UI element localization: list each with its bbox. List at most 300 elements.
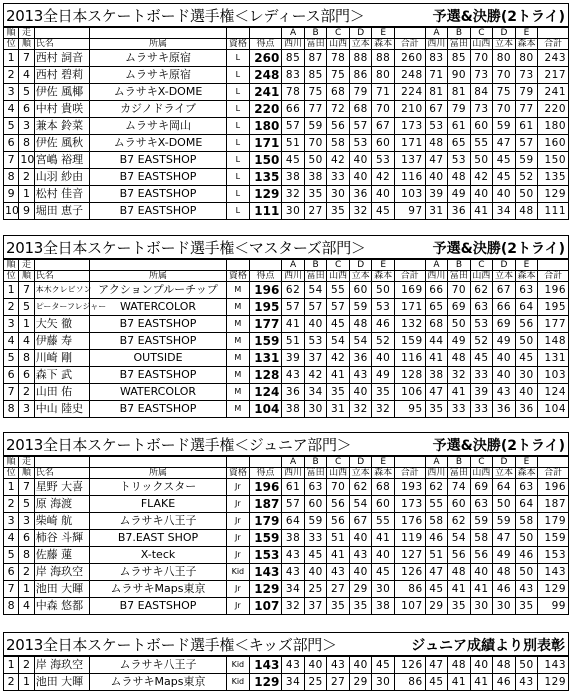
name-header: 氏名 <box>34 271 89 282</box>
heat-header: 順 <box>19 468 34 479</box>
trial1-total-cell: 103 <box>394 186 425 203</box>
total-header: 合計 <box>394 468 425 479</box>
trial2-score-cell: 48 <box>493 657 516 674</box>
trial1-score-cell: 49 <box>372 367 395 384</box>
section-title: 2013全日本スケートボード選手権＜マスターズ部門＞ <box>6 239 366 257</box>
points-header: 得点 <box>249 271 282 282</box>
heat-cell: 7 <box>19 50 34 67</box>
trial1-score-cell: 27 <box>327 581 350 598</box>
team-cell: ムラサキX-DOME <box>89 135 226 152</box>
trial1-score-cell: 40 <box>349 384 372 401</box>
section-title: 2013全日本スケートボード選手権＜レディース部門＞ <box>6 7 365 25</box>
trial1-score-cell: 38 <box>304 169 327 186</box>
trial2-score-cell: 73 <box>470 101 493 118</box>
judge-name: 西川 <box>425 271 448 282</box>
class-header: 資格 <box>227 271 250 282</box>
section-title: 2013全日本スケートボード選手権＜ジュニア部門＞ <box>6 436 352 454</box>
results-table <box>3 656 569 691</box>
team-cell: FLAKE <box>89 496 226 513</box>
points-cell: 150 <box>249 152 282 169</box>
trial2-score-cell: 36 <box>493 401 516 418</box>
trial2-score-cell: 40 <box>493 350 516 367</box>
trial1-score-cell: 70 <box>327 479 350 496</box>
name-cell: 松村 佳音 <box>34 186 89 203</box>
trial2-score-cell: 68 <box>425 316 448 333</box>
trial1-score-cell: 34 <box>304 384 327 401</box>
heat-cell: 3 <box>19 118 34 135</box>
trial2-score-cell: 47 <box>425 152 448 169</box>
team-cell: X-teck <box>89 547 226 564</box>
rank-header: 位 <box>4 271 19 282</box>
class-cell: M <box>227 282 250 299</box>
heat-cell: 2 <box>19 384 34 401</box>
trial1-score-cell: 32 <box>372 401 395 418</box>
judge-letter: C <box>327 457 350 468</box>
trial2-total-cell: 160 <box>538 135 569 152</box>
trial1-score-cell: 45 <box>282 152 305 169</box>
team-cell: ムラサキ原宿 <box>89 67 226 84</box>
class-cell: L <box>227 186 250 203</box>
trial2-score-cell: 34 <box>493 203 516 220</box>
trial2-score-cell: 36 <box>515 401 538 418</box>
trial1-score-cell: 32 <box>282 186 305 203</box>
points-cell: 131 <box>249 350 282 367</box>
trial1-score-cell: 35 <box>372 384 395 401</box>
trial2-score-cell: 41 <box>470 203 493 220</box>
judge-name: 立本 <box>349 271 372 282</box>
trial1-score-cell: 53 <box>372 299 395 316</box>
judge-letter: D <box>493 28 516 39</box>
trial2-score-cell: 70 <box>448 282 471 299</box>
judge-name: 西川 <box>282 39 305 50</box>
trial2-score-cell: 69 <box>493 316 516 333</box>
judge-letter: B <box>304 260 327 271</box>
name-cell: 兼本 鈴菜 <box>34 118 89 135</box>
trial2-score-cell: 81 <box>448 84 471 101</box>
section-ladies <box>3 3 569 220</box>
trial1-score-cell: 30 <box>327 186 350 203</box>
name-header-blank <box>34 457 89 468</box>
trial2-score-cell: 47 <box>425 384 448 401</box>
trial2-score-cell: 73 <box>470 67 493 84</box>
table-row <box>4 479 569 496</box>
points-cell: 187 <box>249 496 282 513</box>
trial1-score-cell: 57 <box>282 299 305 316</box>
heat-header: 走 <box>19 260 34 271</box>
rank-cell: 5 <box>4 350 19 367</box>
trial1-total-cell: 159 <box>394 333 425 350</box>
judge-letter: A <box>425 457 448 468</box>
trial2-score-cell: 48 <box>448 657 471 674</box>
total-header: 合計 <box>538 39 569 50</box>
trial2-total-cell: 180 <box>538 118 569 135</box>
name-cell: 伊佐 風秋 <box>34 135 89 152</box>
trial2-score-cell: 39 <box>470 384 493 401</box>
trial2-total-cell: 99 <box>538 598 569 615</box>
trial1-score-cell: 56 <box>327 118 350 135</box>
name-cell: 原 海渡 <box>34 496 89 513</box>
judge-name: 立本 <box>349 39 372 50</box>
trial2-score-cell: 46 <box>515 547 538 564</box>
judge-letter: C <box>470 260 493 271</box>
class-cell: Kid <box>227 674 250 691</box>
trial1-total-cell: 248 <box>394 67 425 84</box>
total-header-blank <box>394 28 425 39</box>
section-junior <box>3 432 569 615</box>
class-cell: M <box>227 316 250 333</box>
trial1-score-cell: 42 <box>327 152 350 169</box>
team-cell: B7 EASTSHOP <box>89 316 226 333</box>
trial2-score-cell: 55 <box>425 496 448 513</box>
trial2-score-cell: 69 <box>470 479 493 496</box>
trial2-score-cell: 47 <box>425 564 448 581</box>
trial2-score-cell: 45 <box>425 581 448 598</box>
trial2-total-cell: 129 <box>538 674 569 691</box>
class-cell: L <box>227 135 250 152</box>
team-header-blank <box>89 457 226 468</box>
trial1-score-cell: 64 <box>282 513 305 530</box>
trial1-total-cell: 116 <box>394 350 425 367</box>
trial1-score-cell: 43 <box>282 547 305 564</box>
trial1-total-cell: 127 <box>394 547 425 564</box>
heat-cell: 8 <box>19 350 34 367</box>
trial1-total-cell: 224 <box>394 84 425 101</box>
table-row <box>4 350 569 367</box>
heat-header: 走 <box>19 28 34 39</box>
trial1-score-cell: 30 <box>304 401 327 418</box>
trial2-score-cell: 85 <box>448 50 471 67</box>
trial1-score-cell: 36 <box>349 186 372 203</box>
trial1-score-cell: 68 <box>327 84 350 101</box>
table-row <box>4 674 569 691</box>
table-row <box>4 299 569 316</box>
class-header-blank <box>227 457 250 468</box>
team-header-blank <box>89 260 226 271</box>
trial1-score-cell: 38 <box>282 169 305 186</box>
trial2-score-cell: 30 <box>470 598 493 615</box>
class-cell: L <box>227 50 250 67</box>
class-cell: M <box>227 350 250 367</box>
trial2-score-cell: 66 <box>425 282 448 299</box>
judge-name: 山西 <box>327 468 350 479</box>
name-cell: 岸 海玖空 <box>34 564 89 581</box>
total-header: 合計 <box>538 271 569 282</box>
judge-name: 西川 <box>282 468 305 479</box>
trial1-score-cell: 29 <box>349 674 372 691</box>
rank-cell: 6 <box>4 367 19 384</box>
trial1-score-cell: 43 <box>349 367 372 384</box>
trial1-score-cell: 45 <box>372 203 395 220</box>
class-cell: M <box>227 299 250 316</box>
heat-cell: 2 <box>19 564 34 581</box>
class-cell: Jr <box>227 496 250 513</box>
trial2-score-cell: 41 <box>470 674 493 691</box>
trial1-total-cell: 126 <box>394 564 425 581</box>
class-cell: Jr <box>227 598 250 615</box>
name-cell: 柴崎 航 <box>34 513 89 530</box>
trial1-score-cell: 79 <box>349 84 372 101</box>
header-row <box>4 457 569 468</box>
name-cell: 中森 悠都 <box>34 598 89 615</box>
rank-cell: 1 <box>4 50 19 67</box>
trial1-score-cell: 51 <box>282 333 305 350</box>
rank-cell: 8 <box>4 598 19 615</box>
trial1-score-cell: 70 <box>304 135 327 152</box>
table-row <box>4 169 569 186</box>
trial1-score-cell: 59 <box>304 513 327 530</box>
team-cell: カジノドライブ <box>89 101 226 118</box>
team-cell: B7 EASTSHOP <box>89 401 226 418</box>
trial1-total-cell: 116 <box>394 169 425 186</box>
judge-letter: C <box>470 28 493 39</box>
class-cell: L <box>227 169 250 186</box>
trial2-score-cell: 30 <box>493 598 516 615</box>
judge-name: 冨田 <box>304 468 327 479</box>
trial1-score-cell: 57 <box>282 118 305 135</box>
trial1-score-cell: 38 <box>282 401 305 418</box>
points-header: 得点 <box>249 39 282 50</box>
section-title-bar <box>3 3 569 27</box>
trial1-score-cell: 45 <box>372 657 395 674</box>
trial2-score-cell: 62 <box>425 479 448 496</box>
judge-name: 立本 <box>493 39 516 50</box>
judge-letter: E <box>515 28 538 39</box>
class-cell: L <box>227 118 250 135</box>
team-cell: ムラサキ八王子 <box>89 564 226 581</box>
heat-cell: 8 <box>19 135 34 152</box>
heat-cell: 2 <box>19 657 34 674</box>
points-cell: 260 <box>249 50 282 67</box>
judge-name: 西川 <box>425 39 448 50</box>
trial2-total-cell: 217 <box>538 67 569 84</box>
trial2-total-cell: 129 <box>538 581 569 598</box>
class-cell: Jr <box>227 530 250 547</box>
heat-cell: 1 <box>19 186 34 203</box>
points-cell: 195 <box>249 299 282 316</box>
class-cell: Kid <box>227 564 250 581</box>
trial2-score-cell: 32 <box>448 367 471 384</box>
class-header: 資格 <box>227 39 250 50</box>
results-table <box>3 456 569 615</box>
trial1-total-cell: 137 <box>394 152 425 169</box>
trial2-total-cell: 220 <box>538 101 569 118</box>
results-table <box>3 259 569 418</box>
judge-letter: C <box>470 457 493 468</box>
trial1-score-cell: 55 <box>327 282 350 299</box>
trial2-score-cell: 63 <box>470 496 493 513</box>
team-cell: B7 EASTSHOP <box>89 152 226 169</box>
judge-name: 森本 <box>515 468 538 479</box>
trial1-score-cell: 40 <box>372 350 395 367</box>
judge-name: 森本 <box>515 271 538 282</box>
team-header: 所属 <box>89 271 226 282</box>
rank-header: 位 <box>4 468 19 479</box>
name-cell: 山田 佑 <box>34 384 89 401</box>
trial2-score-cell: 49 <box>493 333 516 350</box>
trial2-score-cell: 64 <box>515 496 538 513</box>
heat-cell: 10 <box>19 152 34 169</box>
judge-letter: B <box>448 260 471 271</box>
rank-header: 位 <box>4 39 19 50</box>
trial1-score-cell: 40 <box>372 547 395 564</box>
rank-cell: 6 <box>4 564 19 581</box>
trial1-score-cell: 50 <box>372 282 395 299</box>
points-cell: 129 <box>249 581 282 598</box>
trial1-total-cell: 106 <box>394 384 425 401</box>
class-header-blank <box>227 28 250 39</box>
class-cell: M <box>227 384 250 401</box>
class-cell: L <box>227 203 250 220</box>
trial2-score-cell: 47 <box>425 657 448 674</box>
rank-cell: 4 <box>4 530 19 547</box>
trial2-total-cell: 159 <box>538 530 569 547</box>
trial2-total-cell: 187 <box>538 496 569 513</box>
heat-cell: 4 <box>19 67 34 84</box>
trial2-score-cell: 41 <box>470 581 493 598</box>
total-header-blank <box>394 457 425 468</box>
class-cell: Jr <box>227 547 250 564</box>
trial2-score-cell: 29 <box>425 598 448 615</box>
judge-name: 山西 <box>470 468 493 479</box>
judge-letter: A <box>425 28 448 39</box>
table-row <box>4 186 569 203</box>
trial2-score-cell: 69 <box>448 299 471 316</box>
points-cell: 179 <box>249 513 282 530</box>
class-cell: L <box>227 84 250 101</box>
trial2-score-cell: 52 <box>470 333 493 350</box>
judge-name: 西川 <box>425 468 448 479</box>
trial2-total-cell: 135 <box>538 169 569 186</box>
trial1-total-cell: 176 <box>394 513 425 530</box>
trial1-score-cell: 68 <box>372 479 395 496</box>
trial1-score-cell: 45 <box>327 316 350 333</box>
trial2-score-cell: 62 <box>470 282 493 299</box>
heat-cell: 4 <box>19 333 34 350</box>
trial1-total-cell: 126 <box>394 657 425 674</box>
points-cell: 196 <box>249 479 282 496</box>
trial2-score-cell: 38 <box>425 367 448 384</box>
section-title: 2013全日本スケートボード選手権＜キッズ部門＞ <box>6 636 337 654</box>
trial1-score-cell: 27 <box>327 674 350 691</box>
trial1-score-cell: 31 <box>327 401 350 418</box>
trial1-score-cell: 80 <box>372 67 395 84</box>
trial1-score-cell: 33 <box>304 530 327 547</box>
trial1-score-cell: 57 <box>327 299 350 316</box>
trial2-score-cell: 80 <box>493 50 516 67</box>
judge-name: 立本 <box>493 271 516 282</box>
trial2-total-cell: 124 <box>538 384 569 401</box>
trial2-score-cell: 90 <box>448 67 471 84</box>
trial2-score-cell: 43 <box>493 384 516 401</box>
rank-cell: 8 <box>4 401 19 418</box>
points-cell: 128 <box>249 367 282 384</box>
rank-cell: 7 <box>4 152 19 169</box>
points-cell: 124 <box>249 384 282 401</box>
total-header-blank <box>538 260 569 271</box>
trial2-score-cell: 61 <box>515 118 538 135</box>
total-header-blank <box>538 28 569 39</box>
team-cell: B7 EASTSHOP <box>89 169 226 186</box>
points-cell: 196 <box>249 282 282 299</box>
judge-name: 山西 <box>327 271 350 282</box>
trial1-total-cell: 210 <box>394 101 425 118</box>
team-header-blank <box>89 28 226 39</box>
trial2-score-cell: 35 <box>515 598 538 615</box>
trial2-score-cell: 59 <box>493 513 516 530</box>
class-cell: Kid <box>227 657 250 674</box>
rank-cell: 3 <box>4 84 19 101</box>
name-cell: 森下 武 <box>34 367 89 384</box>
trial1-score-cell: 41 <box>372 530 395 547</box>
trial1-score-cell: 75 <box>304 84 327 101</box>
team-cell: B7 EASTSHOP <box>89 367 226 384</box>
points-cell: 241 <box>249 84 282 101</box>
trial2-total-cell: 111 <box>538 203 569 220</box>
trial2-score-cell: 40 <box>470 564 493 581</box>
trial1-score-cell: 67 <box>372 118 395 135</box>
trial1-score-cell: 50 <box>304 152 327 169</box>
table-row <box>4 564 569 581</box>
trial2-score-cell: 48 <box>425 135 448 152</box>
judge-letter: B <box>448 457 471 468</box>
trial2-score-cell: 44 <box>425 333 448 350</box>
trial1-score-cell: 36 <box>349 350 372 367</box>
trial1-score-cell: 40 <box>349 152 372 169</box>
trial1-score-cell: 67 <box>349 513 372 530</box>
trial2-score-cell: 56 <box>448 547 471 564</box>
section-subtitle: 予選&決勝(2トライ) <box>432 241 565 257</box>
section-subtitle: ジュニア成績より別表彰 <box>411 638 565 654</box>
rank-header: 順 <box>4 260 19 271</box>
trial2-score-cell: 79 <box>515 84 538 101</box>
judge-letter: A <box>282 28 305 39</box>
trial1-score-cell: 58 <box>327 135 350 152</box>
trial2-score-cell: 48 <box>493 564 516 581</box>
name-cell: 川崎 剛 <box>34 350 89 367</box>
trial2-total-cell: 177 <box>538 316 569 333</box>
trial1-total-cell: 171 <box>394 135 425 152</box>
table-row <box>4 496 569 513</box>
table-row <box>4 513 569 530</box>
table-row <box>4 203 569 220</box>
trial1-score-cell: 32 <box>349 203 372 220</box>
trial2-total-cell: 150 <box>538 152 569 169</box>
trial1-total-cell: 173 <box>394 496 425 513</box>
table-row <box>4 118 569 135</box>
trial1-score-cell: 34 <box>282 581 305 598</box>
trial1-total-cell: 119 <box>394 530 425 547</box>
judge-name: 西川 <box>282 271 305 282</box>
trial1-score-cell: 62 <box>349 479 372 496</box>
trial2-score-cell: 30 <box>515 367 538 384</box>
class-cell: M <box>227 401 250 418</box>
points-cell: 220 <box>249 101 282 118</box>
trial1-score-cell: 43 <box>327 657 350 674</box>
trial1-score-cell: 54 <box>304 282 327 299</box>
table-row <box>4 384 569 401</box>
judge-name: 森本 <box>372 39 395 50</box>
trial1-score-cell: 41 <box>327 367 350 384</box>
table-row <box>4 67 569 84</box>
trial1-score-cell: 85 <box>282 50 305 67</box>
team-cell: WATERCOLOR <box>89 384 226 401</box>
trial2-score-cell: 48 <box>515 203 538 220</box>
trial1-score-cell: 60 <box>372 496 395 513</box>
points-header-blank <box>249 260 282 271</box>
trial2-score-cell: 53 <box>425 118 448 135</box>
name-header-blank <box>34 260 89 271</box>
trial2-score-cell: 70 <box>470 50 493 67</box>
